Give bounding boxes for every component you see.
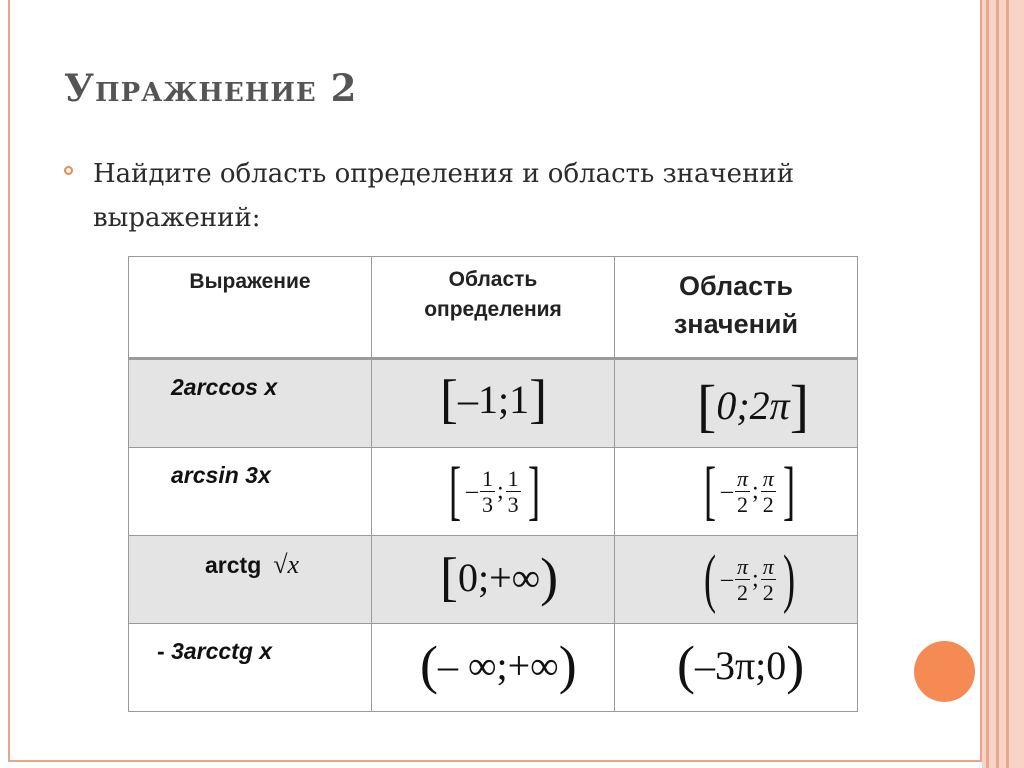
circle-bullet-icon (64, 166, 73, 175)
fraction (480, 466, 495, 517)
bracket-open: [ (448, 454, 462, 527)
sqrt-expression: √x (273, 550, 300, 579)
minus-sign: – (720, 477, 733, 504)
range-value (615, 360, 857, 439)
exercise-table (128, 256, 858, 712)
range-cell (615, 448, 858, 536)
numerator: 1 (507, 465, 519, 491)
bracket-close: ] (527, 454, 540, 527)
denominator: 2 (737, 579, 748, 605)
range-body: 0;2π (716, 383, 790, 428)
header-cell (372, 257, 615, 359)
bracket-open: ( (677, 635, 695, 695)
expression-cell (129, 624, 372, 712)
domain-cell (372, 359, 615, 448)
header-cell (129, 257, 372, 359)
domain-cell (372, 536, 615, 624)
range-cell (615, 359, 858, 448)
expression-word: arctg (205, 551, 262, 578)
stripe-line (986, 0, 989, 768)
range-cell (615, 536, 858, 624)
domain-body: 0;+∞ (457, 554, 541, 600)
bracket-close: ) (540, 547, 559, 607)
numerator: π (762, 553, 774, 579)
domain-value (372, 448, 614, 527)
table-row (129, 536, 858, 624)
bracket-open: [ (703, 454, 717, 527)
table-row (129, 448, 858, 536)
domain-value (372, 360, 614, 430)
denominator: 2 (737, 491, 748, 517)
decorative-stripes (982, 0, 1024, 768)
expression-prefix: - (157, 638, 172, 664)
denominator: 3 (481, 491, 493, 517)
header-cell (615, 257, 858, 359)
bracket-open: ( (420, 635, 438, 695)
minus-sign: – (465, 477, 478, 504)
bracket-open: [ (440, 547, 458, 607)
domain-cell (372, 448, 615, 536)
minus-sign: – (720, 565, 733, 592)
separator: ; (752, 565, 759, 592)
bracket-close: ] (789, 373, 810, 438)
slide-title: Упражнение 2 (64, 66, 358, 110)
bracket-open: [ (697, 373, 717, 438)
fraction (506, 466, 521, 517)
expression-body: 3arcctg x (171, 638, 273, 664)
expression-cell (129, 536, 372, 624)
expression-text (129, 536, 371, 580)
bracket-open: ( (703, 542, 717, 615)
expression-text (129, 624, 371, 665)
header-domain: Область определения (424, 268, 562, 321)
expression-cell (129, 448, 372, 536)
expression-text: 2arccos x (171, 374, 278, 400)
bracket-close: ] (529, 369, 548, 429)
bracket-close: ) (558, 635, 577, 695)
bullet-text: Найдите область определения и область значений выражений: (93, 159, 795, 233)
bracket-close: ] (782, 454, 795, 527)
domain-body: – ∞;+∞ (437, 642, 559, 688)
domain-value (372, 624, 614, 696)
numerator: 1 (481, 465, 493, 491)
numerator: π (762, 465, 774, 491)
expression-text: arcsin 3x (171, 462, 271, 488)
fraction (761, 554, 776, 605)
denominator: 3 (507, 491, 519, 517)
header-range: Область значений (673, 271, 799, 339)
range-value (615, 448, 857, 527)
fraction (735, 554, 750, 605)
table-row (129, 359, 858, 448)
expression-cell (129, 359, 372, 448)
range-cell (615, 624, 858, 712)
numerator: π (736, 465, 749, 491)
denominator: 2 (762, 491, 774, 517)
range-body: –3π;0 (694, 642, 787, 688)
table-row (129, 624, 858, 712)
bracket-close: ) (786, 635, 805, 695)
domain-value (372, 536, 614, 608)
separator: ; (752, 477, 759, 504)
header-expression: Выражение (189, 270, 311, 293)
stripe-line (1006, 0, 1009, 768)
stripe-line (996, 0, 999, 768)
domain-cell (372, 624, 615, 712)
fraction (735, 466, 750, 517)
numerator: π (736, 553, 749, 579)
separator: ; (496, 477, 504, 504)
bracket-close: ) (782, 542, 795, 615)
denominator: 2 (762, 579, 774, 605)
range-value (615, 624, 857, 696)
fraction (761, 466, 776, 517)
bracket-open: [ (440, 369, 458, 429)
domain-body: –1;1 (457, 376, 530, 422)
range-value (615, 536, 857, 615)
table-header-row (129, 257, 858, 359)
decorative-circle (914, 641, 975, 702)
